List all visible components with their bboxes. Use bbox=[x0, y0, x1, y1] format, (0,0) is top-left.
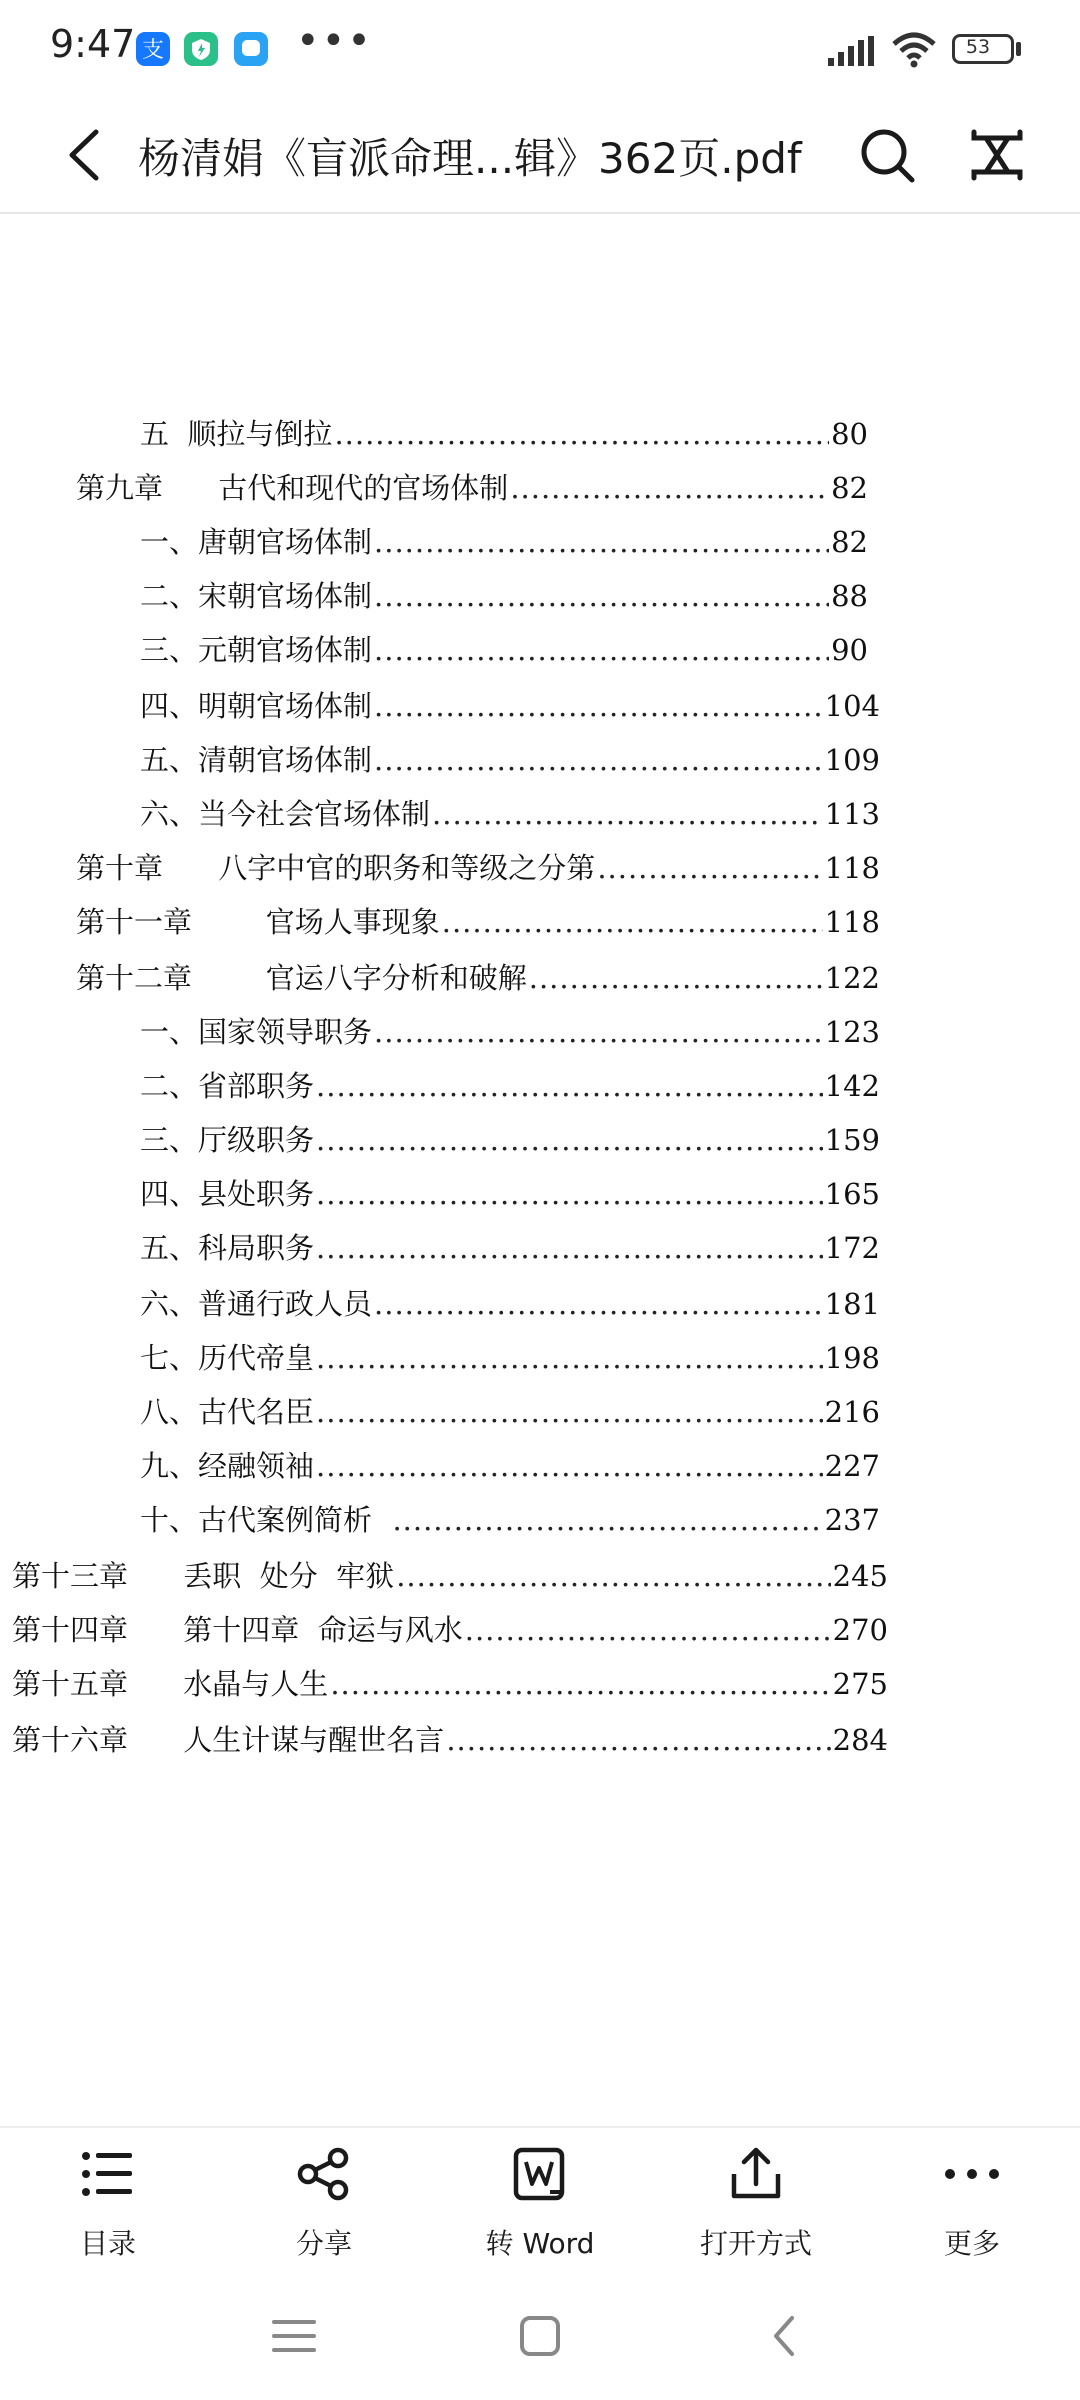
menu-nav-icon[interactable] bbox=[264, 2306, 324, 2366]
toc-entry-title: 第十三章 丢职 处分 牢狱 bbox=[12, 1559, 395, 1593]
toc-leader-dots bbox=[374, 1015, 823, 1049]
toc-entry-page: 118 bbox=[824, 851, 880, 885]
toc-entry-title: 十、古代案例简析 bbox=[140, 1503, 391, 1537]
toc-entry-title: 第九章 古代和现代的官场体制 bbox=[76, 471, 509, 505]
toc-entry-title: 五、科局职务 bbox=[140, 1231, 315, 1265]
toc-entry-page: 90 bbox=[831, 633, 868, 667]
toc-entry-page: 216 bbox=[824, 1395, 880, 1429]
more-icon bbox=[942, 2144, 1002, 2204]
toc-entry-page: 275 bbox=[832, 1667, 888, 1701]
toc-entry-page: 237 bbox=[824, 1503, 880, 1537]
bottom-toolbar bbox=[0, 2126, 1080, 2278]
toc-entry[interactable] bbox=[140, 1282, 880, 1323]
collapse-button[interactable] bbox=[966, 124, 1028, 186]
toc-entry[interactable] bbox=[140, 1444, 880, 1485]
toc-leader-dots bbox=[465, 1613, 831, 1647]
toc-entry[interactable] bbox=[76, 956, 880, 997]
toc-entry-title: 一、国家领导职务 bbox=[140, 1015, 373, 1049]
toc-entry[interactable] bbox=[12, 1554, 888, 1595]
toc-label: 目录 bbox=[79, 2227, 136, 2260]
toc-entry-page: 172 bbox=[824, 1231, 880, 1265]
toc-leader-dots bbox=[334, 417, 829, 451]
toc-entry-title: 一、唐朝官场体制 bbox=[140, 525, 373, 559]
status-bar bbox=[0, 0, 1080, 100]
toc-entry-page: 245 bbox=[832, 1559, 888, 1593]
search-button[interactable] bbox=[856, 124, 918, 186]
toc-entry-title: 二、宋朝官场体制 bbox=[140, 579, 373, 613]
toc-entry[interactable] bbox=[140, 738, 880, 779]
toc-leader-dots bbox=[330, 1667, 830, 1701]
toc-leader-dots bbox=[316, 1341, 823, 1375]
toc-entry[interactable] bbox=[140, 1498, 880, 1539]
toc-leader-dots bbox=[316, 1449, 823, 1483]
toc-leader-dots bbox=[374, 743, 823, 777]
toc-leader-dots bbox=[529, 961, 823, 995]
home-nav-icon[interactable] bbox=[510, 2306, 570, 2366]
toc-entry[interactable] bbox=[140, 684, 880, 725]
toc-entry-title: 四、县处职务 bbox=[140, 1177, 315, 1211]
toc-entry-page: 165 bbox=[824, 1177, 880, 1211]
toc-entry[interactable] bbox=[140, 1064, 880, 1105]
system-nav-bar bbox=[0, 2276, 1080, 2400]
toc-entry-title: 九、经融领袖 bbox=[140, 1449, 315, 1483]
toc-button[interactable] bbox=[28, 2128, 188, 2278]
alipay-app-icon bbox=[136, 32, 170, 66]
toc-entry-page: 198 bbox=[824, 1341, 880, 1375]
battery-level: 53 bbox=[965, 36, 991, 58]
toc-entry-page: 109 bbox=[824, 743, 880, 777]
toc-entry[interactable] bbox=[140, 1010, 880, 1051]
toc-entry-title: 第十二章 官运八字分析和破解 bbox=[76, 961, 527, 995]
status-time: 9:47 bbox=[50, 22, 136, 66]
toc-entry[interactable] bbox=[76, 900, 880, 941]
toc-entry-page: 181 bbox=[824, 1287, 880, 1321]
toc-entry-title: 六、当今社会官场体制 bbox=[140, 797, 431, 831]
toc-entry-title: 三、元朝官场体制 bbox=[140, 633, 373, 667]
toc-entry[interactable] bbox=[140, 574, 868, 615]
open-with-button[interactable] bbox=[676, 2128, 836, 2278]
toc-entry[interactable] bbox=[140, 520, 868, 561]
toc-entry-page: 88 bbox=[831, 579, 868, 613]
toc-leader-dots bbox=[396, 1559, 830, 1593]
toc-leader-dots bbox=[446, 1723, 830, 1757]
toc-entry[interactable] bbox=[140, 1118, 880, 1159]
toc-entry[interactable] bbox=[76, 846, 880, 887]
share-icon bbox=[294, 2144, 354, 2204]
toc-entry-page: 104 bbox=[824, 689, 880, 723]
toc-entry-title: 七、历代帝皇 bbox=[140, 1341, 315, 1375]
back-button[interactable] bbox=[56, 122, 116, 188]
chevron-left-icon bbox=[56, 122, 116, 188]
toc-entry-page: 122 bbox=[824, 961, 880, 995]
toc-leader-dots bbox=[316, 1069, 823, 1103]
toc-entry-title: 五 顺拉与倒拉 bbox=[140, 417, 333, 451]
toc-entry-page: 82 bbox=[831, 471, 868, 505]
toc-entry-page: 113 bbox=[824, 797, 880, 831]
toc-entry-page: 227 bbox=[824, 1449, 880, 1483]
collapse-icon bbox=[966, 124, 1028, 186]
open-with-label: 打开方式 bbox=[699, 2227, 812, 2260]
toc-leader-dots bbox=[374, 1287, 823, 1321]
toc-entry-title: 六、普通行政人员 bbox=[140, 1287, 373, 1321]
toc-entry-title: 八、古代名臣 bbox=[140, 1395, 315, 1429]
toc-entry[interactable] bbox=[12, 1662, 888, 1703]
back-nav-icon[interactable] bbox=[756, 2306, 816, 2366]
toc-leader-dots bbox=[316, 1231, 823, 1265]
toc-leader-dots bbox=[316, 1123, 823, 1157]
toc-leader-dots bbox=[316, 1395, 823, 1429]
share-button[interactable] bbox=[244, 2128, 404, 2278]
convert-word-label: 转 Word bbox=[485, 2227, 595, 2260]
more-label: 更多 bbox=[943, 2227, 1000, 2260]
toc-entry[interactable] bbox=[12, 1718, 888, 1759]
svg-text:支: 支 bbox=[141, 38, 165, 63]
toc-entry-page: 80 bbox=[831, 417, 868, 451]
toc-entry-page: 123 bbox=[824, 1015, 880, 1049]
toc-entry[interactable] bbox=[140, 412, 868, 453]
open-with-icon bbox=[726, 2144, 786, 2204]
convert-word-button[interactable] bbox=[460, 2128, 620, 2278]
toc-entry-page: 270 bbox=[832, 1613, 888, 1647]
toc-leader-dots bbox=[374, 689, 823, 723]
more-notifications-icon: ••• bbox=[296, 18, 373, 64]
toc-entry-page: 159 bbox=[824, 1123, 880, 1157]
toc-entry-title: 五、清朝官场体制 bbox=[140, 743, 373, 777]
toc-leader-dots bbox=[432, 797, 823, 831]
document-header bbox=[0, 100, 1080, 214]
signal-icon bbox=[828, 36, 876, 66]
toc-leader-dots bbox=[392, 1503, 822, 1537]
toc-leader-dots bbox=[510, 471, 829, 505]
toc-entry[interactable] bbox=[140, 1226, 880, 1267]
toc-leader-dots bbox=[374, 525, 829, 559]
toc-entry-page: 82 bbox=[831, 525, 868, 559]
toc-entry-page: 142 bbox=[824, 1069, 880, 1103]
toc-entry-title: 第十章 八字中官的职务和等级之分第 bbox=[76, 851, 596, 885]
toc-entry-title: 四、明朝官场体制 bbox=[140, 689, 373, 723]
toc-entry-page: 118 bbox=[824, 905, 880, 939]
pdf-page[interactable] bbox=[0, 214, 1080, 2124]
toc-entry[interactable] bbox=[76, 466, 868, 507]
word-convert-icon bbox=[510, 2144, 570, 2204]
toc-leader-dots bbox=[597, 851, 822, 885]
toc-entry[interactable] bbox=[140, 1172, 880, 1213]
battery-tip bbox=[1016, 42, 1021, 56]
toc-entry-title: 第十一章 官场人事现象 bbox=[76, 905, 440, 939]
document-title: 杨清娟《盲派命理...辑》362页.pdf bbox=[138, 134, 802, 183]
toc-leader-dots bbox=[374, 633, 829, 667]
toc-leader-dots bbox=[442, 905, 823, 939]
wifi-icon bbox=[890, 30, 938, 68]
toc-entry-title: 第十六章 人生计谋与醒世名言 bbox=[12, 1723, 445, 1757]
green-shield-app-icon bbox=[184, 32, 218, 66]
more-button[interactable] bbox=[892, 2128, 1052, 2278]
blue-chat-app-icon bbox=[234, 32, 268, 66]
toc-entry-title: 第十四章 第十四章 命运与风水 bbox=[12, 1613, 463, 1647]
toc-entry-title: 三、厅级职务 bbox=[140, 1123, 315, 1157]
toc-leader-dots bbox=[374, 579, 829, 613]
list-icon bbox=[78, 2144, 138, 2204]
toc-entry[interactable] bbox=[140, 792, 880, 833]
toc-entry[interactable] bbox=[140, 1336, 880, 1377]
toc-entry[interactable] bbox=[12, 1608, 888, 1649]
share-label: 分享 bbox=[295, 2227, 352, 2260]
search-icon bbox=[856, 124, 918, 186]
toc-leader-dots bbox=[316, 1177, 823, 1211]
toc-entry[interactable] bbox=[140, 1390, 880, 1431]
toc-entry-title: 二、省部职务 bbox=[140, 1069, 315, 1103]
toc-entry[interactable] bbox=[140, 628, 868, 669]
toc-entry-title: 第十五章 水晶与人生 bbox=[12, 1667, 329, 1701]
toc-entry-page: 284 bbox=[832, 1723, 888, 1757]
